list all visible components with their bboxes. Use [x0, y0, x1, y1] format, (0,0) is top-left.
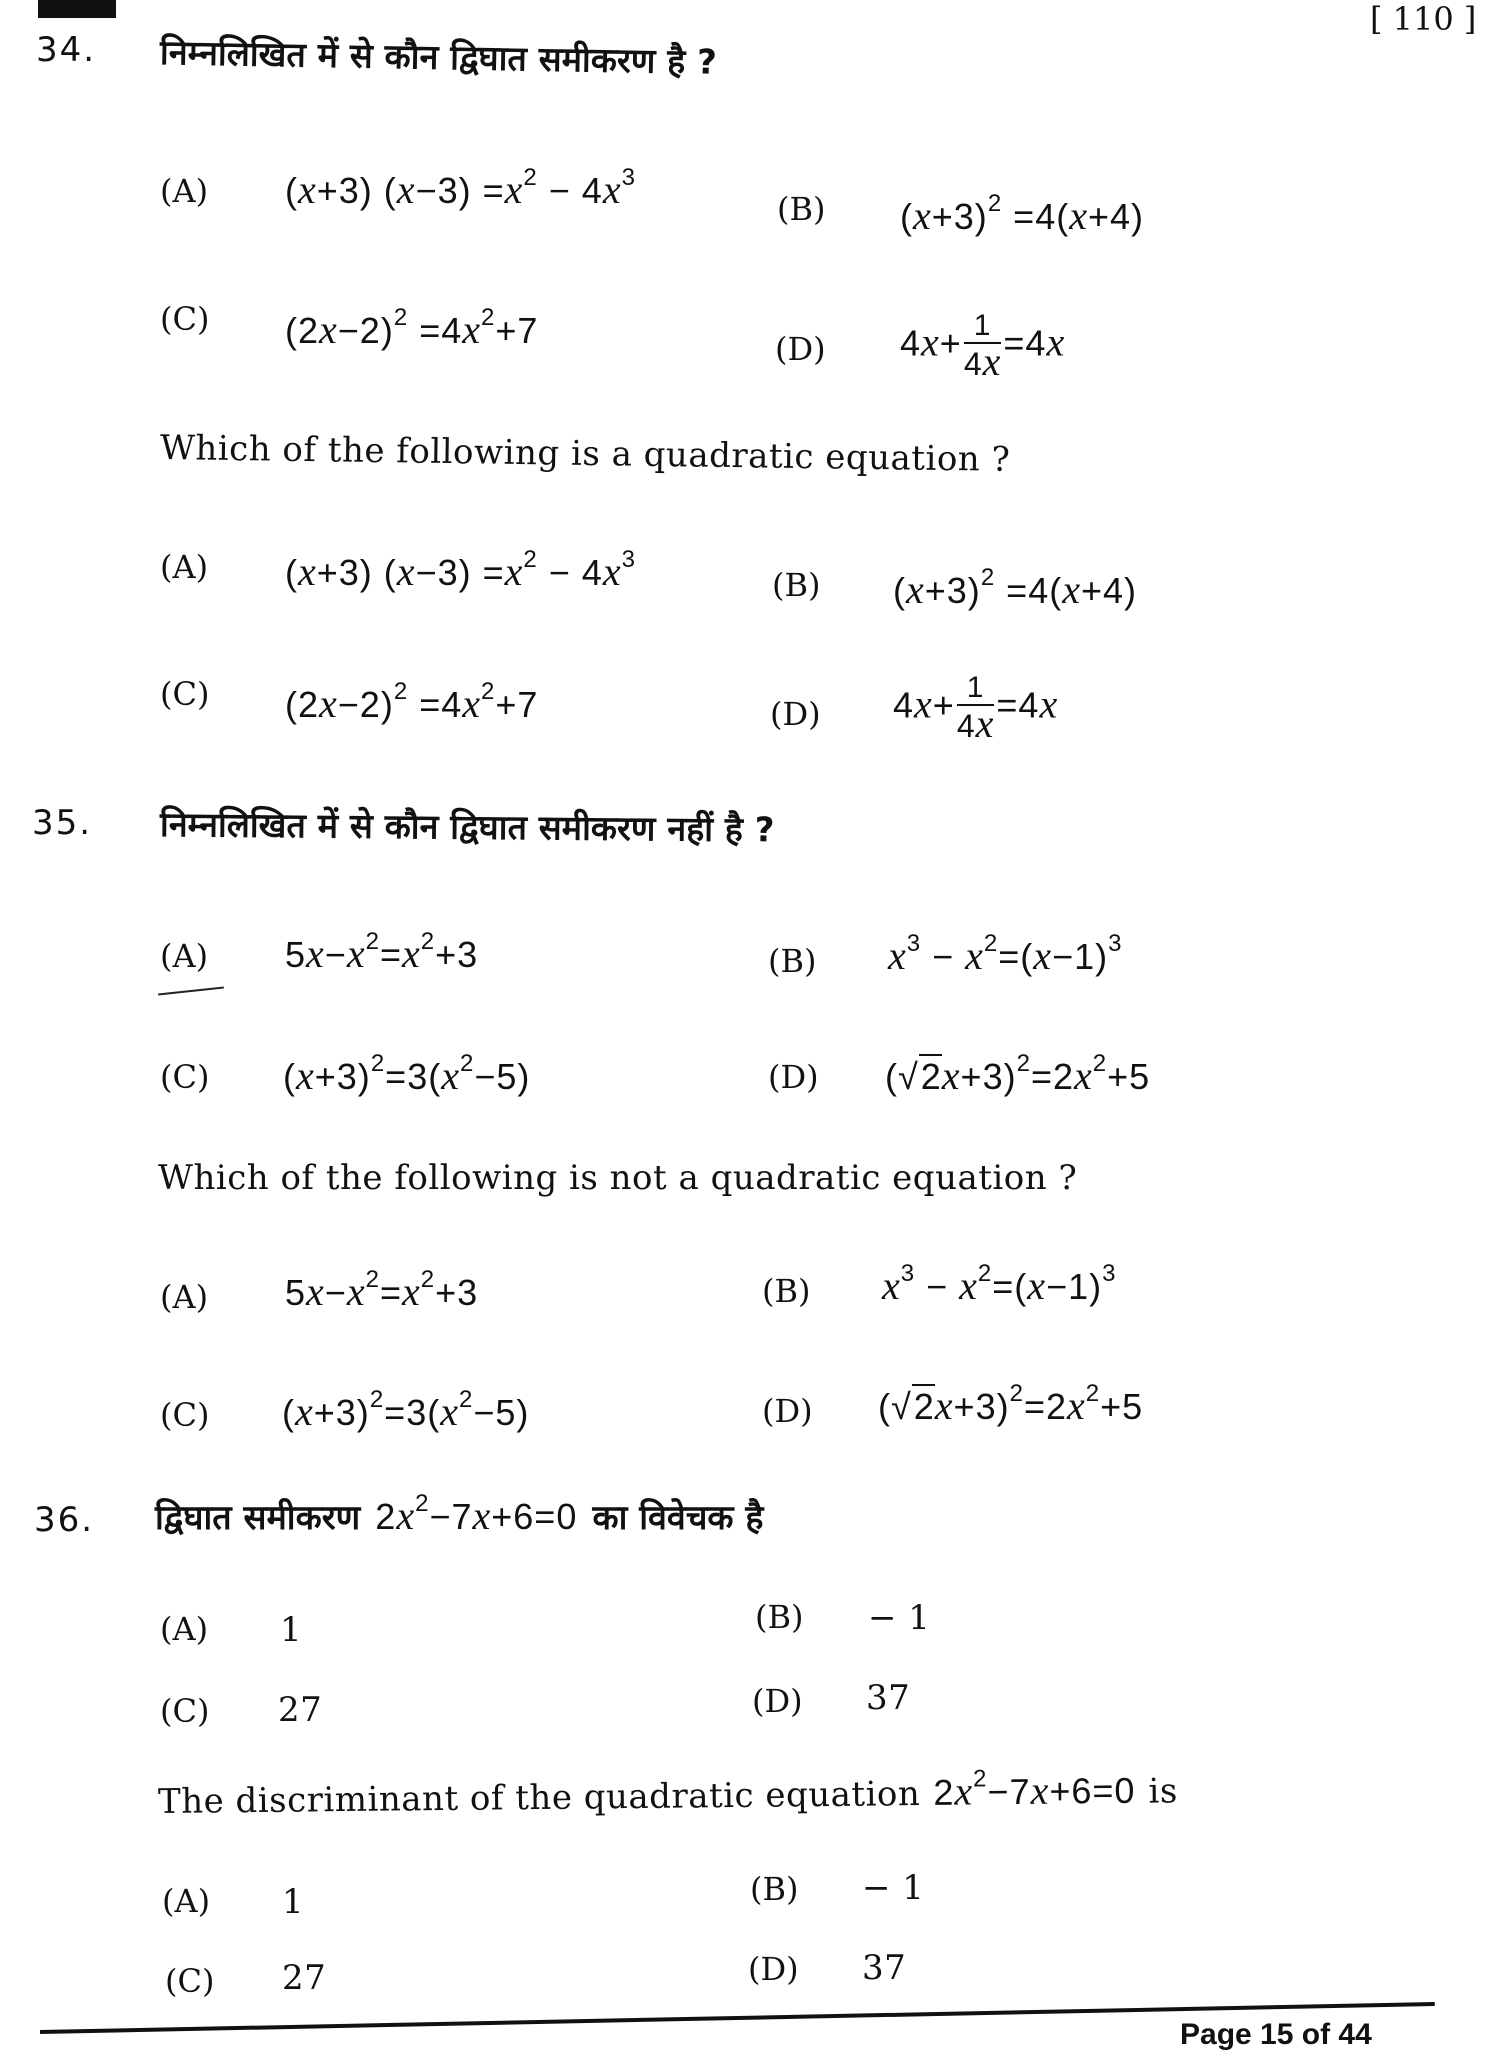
option-b-equation: $x^3 - x^2=(x-1)^3$ [888, 930, 1123, 978]
option-label-b: (B) [755, 1598, 804, 1636]
option-label-a: (A) [162, 1882, 211, 1920]
option-label-d: (D) [752, 1682, 803, 1720]
question-text-hindi: निम्नलिखित में से कौन द्विघात समीकरण नहीं है ? [159, 805, 775, 851]
option-label-a: (A) [160, 1610, 209, 1648]
option-c-equation: $(2x-2)^2 =4x^2+7$ [285, 304, 539, 352]
question-text-english [158, 1765, 1178, 1823]
question-text-english: Which of the following is a quadratic equation ? [159, 428, 1011, 480]
option-d-equation: $(√2x+3)^2=2x^2+5$ [878, 1380, 1144, 1428]
question-english-suffix: is [1148, 1771, 1179, 1812]
option-b-equation: $(x+3)^2 =4(x+4)$ [893, 564, 1138, 612]
option-d-equation: 4x+ $\frac{1}{4x}$ =4x [900, 309, 1066, 384]
option-b-equation: $(x+3)^2 =4(x+4)$ [900, 190, 1145, 238]
question-text-hindi [155, 1492, 763, 1539]
option-label-a: (A) [160, 937, 209, 975]
option-label-c: (C) [160, 1396, 210, 1434]
option-b-value: − 1 [862, 1868, 925, 1908]
option-d-value: 37 [862, 1948, 907, 1988]
option-label-d: (D) [768, 1058, 819, 1096]
question-number: 35. [32, 803, 93, 843]
question-equation: $2x^2-7x+6=0$ [375, 1490, 578, 1538]
option-label-b: (B) [772, 566, 821, 604]
option-a-value: 1 [280, 1610, 303, 1650]
handwritten-underline [158, 987, 224, 996]
option-c-equation: $(x+3)^2=3(x^2-5)$ [283, 1050, 531, 1098]
option-label-b: (B) [762, 1272, 811, 1310]
option-label-b: (B) [750, 1870, 799, 1908]
option-d-equation: $(√2x+3)^2=2x^2+5$ [885, 1050, 1151, 1098]
option-c-equation: $(2x-2)^2 =4x^2+7$ [285, 678, 539, 726]
option-label-a: (A) [160, 1278, 209, 1316]
option-c-value: 27 [278, 1690, 323, 1730]
option-d-value: 37 [866, 1678, 911, 1718]
option-label-c: (C) [160, 300, 210, 338]
question-number: 36. [34, 1500, 95, 1540]
option-label-a: (A) [160, 548, 209, 586]
question-english-prefix: The discriminant of the quadratic equation [157, 1774, 921, 1822]
question-hindi-suffix: का विवेचक है [592, 1498, 764, 1538]
option-a-equation: (x+3) $(x-3) =x^2 - 4x^3$ [285, 164, 636, 212]
question-hindi-prefix: द्विघात समीकरण [155, 1498, 361, 1538]
question-number: 34. [36, 30, 97, 70]
option-label-c: (C) [165, 1962, 215, 2000]
option-d-equation: 4x+ $\frac{1}{4x}$ =4x [893, 671, 1059, 746]
page-code: [ 110 ] [1370, 0, 1477, 38]
question-text-hindi: निम्नलिखित में से कौन द्विघात समीकरण है ? [159, 33, 718, 83]
option-a-equation: $5x-x^2=x^2+3$ [285, 928, 479, 976]
option-a-value: 1 [282, 1882, 305, 1922]
option-label-b: (B) [777, 190, 826, 228]
option-label-d: (D) [748, 1950, 799, 1988]
option-b-equation: $x^3 - x^2=(x-1)^3$ [882, 1260, 1117, 1308]
option-label-b: (B) [768, 942, 817, 980]
option-label-c: (C) [160, 1058, 210, 1096]
page-number: Page 15 of 44 [1180, 2018, 1372, 2051]
option-label-d: (D) [762, 1392, 813, 1430]
question-equation: $2x^2-7x+6=0$ [933, 1765, 1136, 1814]
option-label-a: (A) [160, 172, 209, 210]
option-c-equation: $(x+3)^2=3(x^2-5)$ [282, 1386, 530, 1434]
option-a-equation: $5x-x^2=x^2+3$ [285, 1266, 479, 1314]
corner-mark [38, 0, 116, 18]
option-label-d: (D) [770, 695, 821, 733]
option-a-equation: (x+3) $(x-3) =x^2 - 4x^3$ [285, 546, 636, 594]
question-text-english: Which of the following is not a quadratic equation ? [158, 1158, 1078, 1198]
option-label-c: (C) [160, 675, 210, 713]
option-label-d: (D) [775, 330, 826, 368]
option-b-value: − 1 [868, 1598, 931, 1638]
option-label-c: (C) [160, 1692, 210, 1730]
option-c-value: 27 [282, 1958, 327, 1998]
